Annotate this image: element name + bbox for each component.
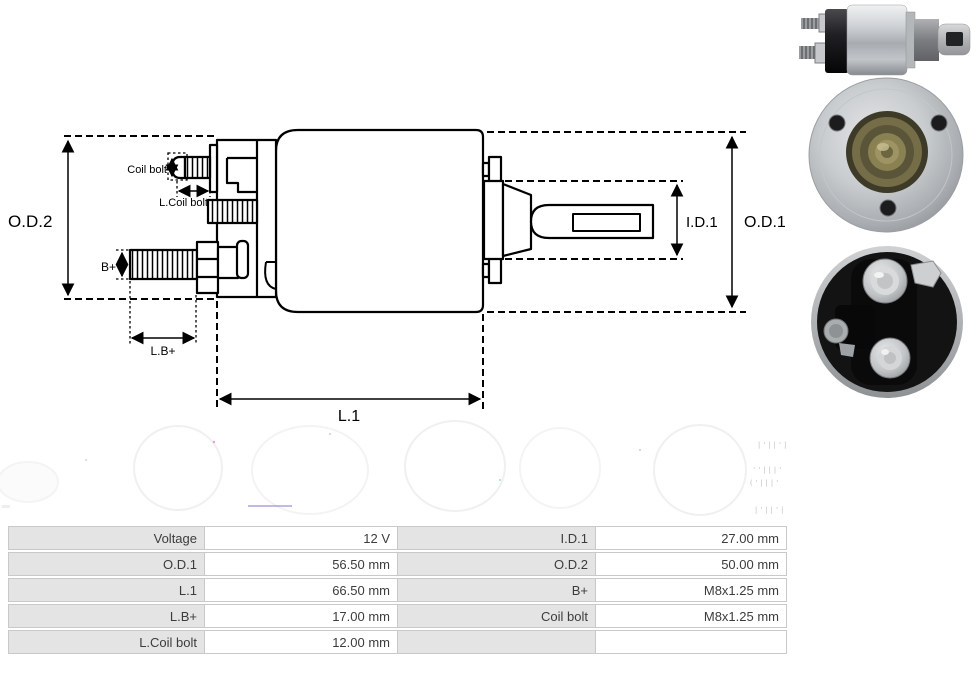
spec-label-cell: O.D.2 [398, 552, 595, 576]
dim-label-od2: O.D.2 [8, 212, 53, 231]
dim-label-l-b-plus: L.B+ [150, 344, 176, 358]
dim-label-l1: L.1 [337, 408, 361, 425]
spec-label-cell: I.D.1 [398, 526, 595, 550]
dim-label-od1: O.D.1 [744, 214, 786, 231]
photo-rear-view [799, 245, 973, 403]
rear-view-terminal-top [863, 259, 907, 303]
spec-value-cell: 56.50 mm [204, 552, 398, 576]
rear-view-terminal-bottom [870, 338, 910, 378]
photo-front-view [799, 77, 973, 237]
spec-label-cell: B+ [398, 578, 595, 602]
spec-value-cell: 12.00 mm [204, 630, 398, 654]
product-photos [793, 0, 976, 410]
dim-label-l-coil-bolt: L.Coil bolt [159, 197, 208, 209]
side-view-eyelet-slot [946, 32, 963, 46]
dim-label-coil-bolt: Coil bolt [127, 164, 167, 176]
dim-label-id1: I.D.1 [686, 214, 718, 231]
spec-table [8, 526, 787, 654]
spec-label-cell [398, 630, 595, 654]
spec-value-cell: 27.00 mm [595, 526, 787, 550]
watermark-fragment: ('|||' [749, 479, 781, 487]
spec-label-cell: L.B+ [8, 604, 204, 628]
spec-value-cell: 12 V [204, 526, 398, 550]
spec-label-cell: O.D.1 [8, 552, 204, 576]
side-view-cylinder [847, 5, 907, 75]
side-view-plunger [914, 19, 939, 61]
front-view-bore [846, 111, 928, 193]
spec-value-cell [595, 630, 787, 654]
solenoid-outline [130, 130, 653, 312]
side-view-cap [825, 9, 849, 73]
spec-value-cell: 50.00 mm [595, 552, 787, 576]
watermark-ghost [0, 420, 790, 520]
spec-value-cell: 17.00 mm [204, 604, 398, 628]
spec-label-cell: Voltage [8, 526, 204, 550]
watermark-specks [2, 433, 641, 508]
watermark-fragment: |'||'| [757, 441, 789, 449]
spec-label-cell: L.Coil bolt [8, 630, 204, 654]
spec-value-cell: M8x1.25 mm [595, 578, 787, 602]
spec-value-cell: M8x1.25 mm [595, 604, 787, 628]
spec-label-cell: L.1 [8, 578, 204, 602]
spec-value-cell: 66.50 mm [204, 578, 398, 602]
photo-side-view [793, 2, 976, 85]
spec-label-cell: Coil bolt [398, 604, 595, 628]
dim-label-b-plus: B+ [100, 260, 116, 274]
watermark-fragment: |'||'| [754, 506, 786, 514]
watermark-fragment: ''|||' [752, 466, 784, 474]
